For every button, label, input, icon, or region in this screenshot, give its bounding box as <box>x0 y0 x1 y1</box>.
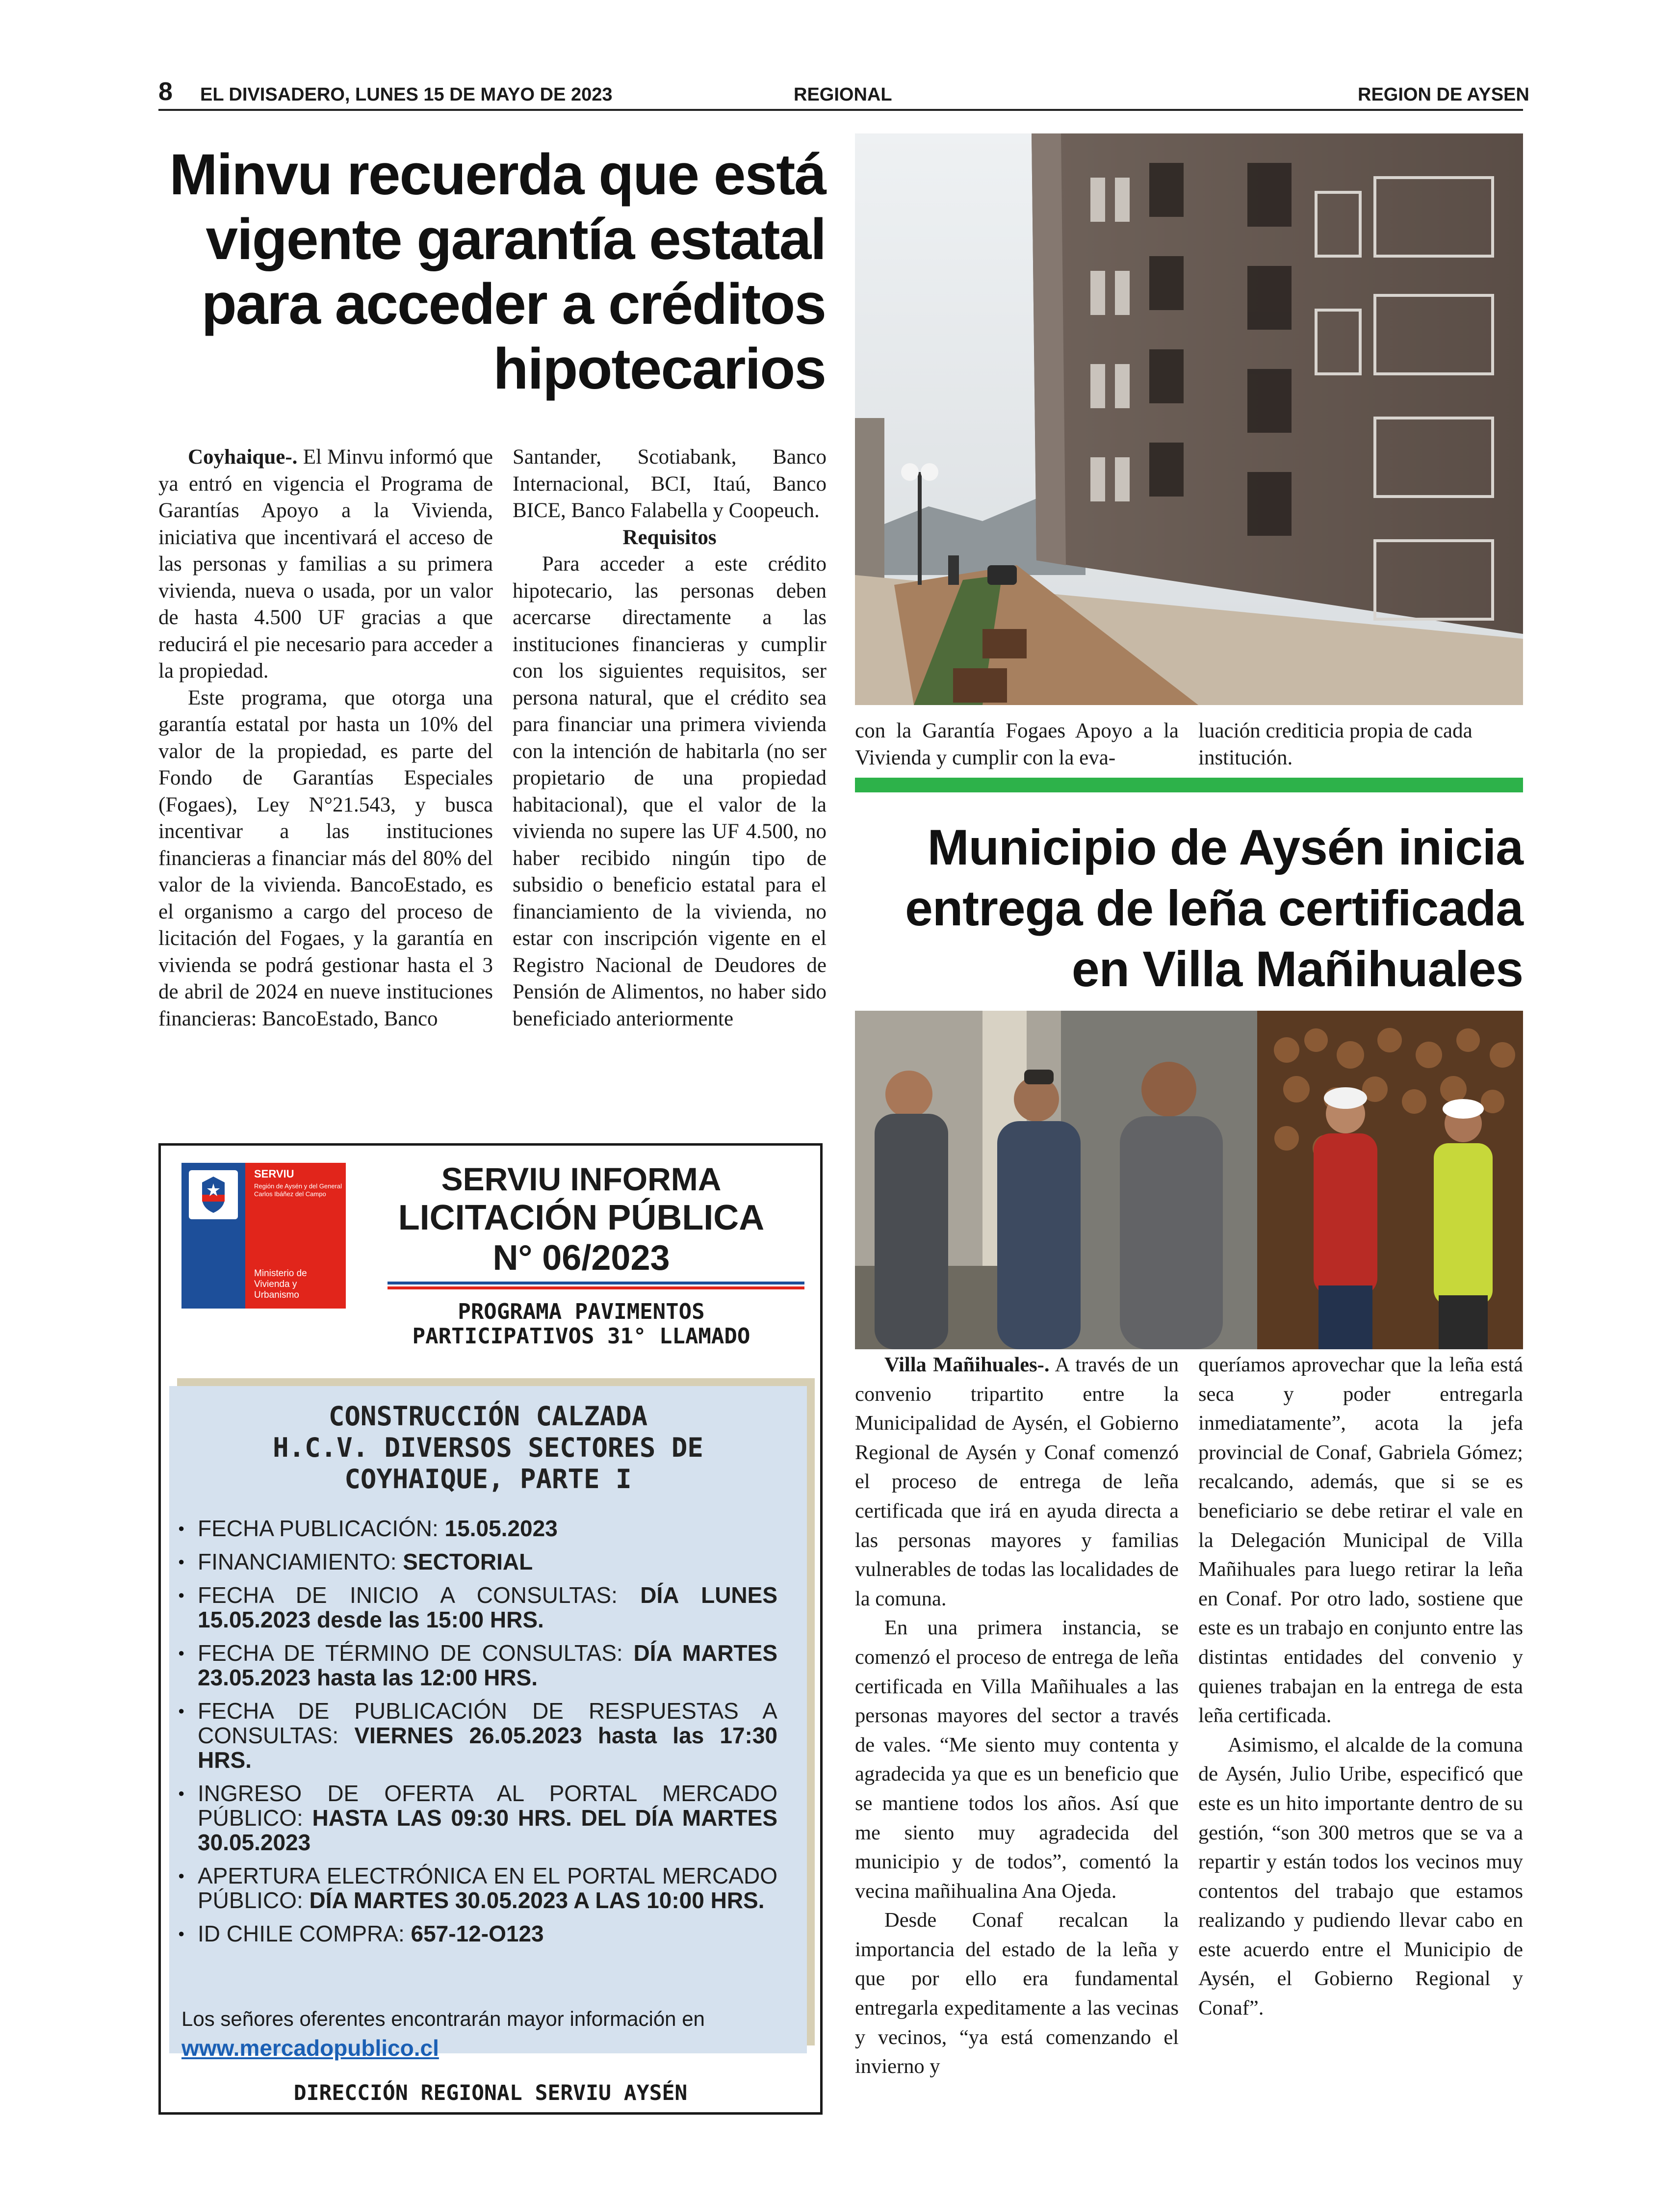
ad-project-title: CONSTRUCCIÓN CALZADA H.C.V. DIVERSOS SECTORES DE COYHAIQUE, PARTE I <box>273 1401 703 1494</box>
ad-detail-item: ● ID CHILE COMPRA: 657-12-O123 <box>178 1921 544 1946</box>
ad-details-list <box>169 1516 777 1955</box>
article2-column-2: queríamos aprovechar que la leña está seca y poder entregarla inmediatamente”, acota la jefa provincial de Conaf, Gabriela Gómez; recalcando, además, que si se es beneficiario se debe retirar el vale en la Delegación Municipal de Villa Mañihuales para luego retirar la leña en Conaf. Por otro lado, sostiene que este es un trabajo en conjunto entre las distintas entidades del convenio y quienes trabajan en la entrega de esta leña certificada. Asimismo, el alcalde de la comuna de Aysén, Julio Uribe, especificó que este es un hito importante dentro de su gestión, “son 300 metros que se va a repartir y están todos los vecinos muy contentos del trabajo que estamos realizando y pudiendo llevar cabo en este acuerdo entre el Municipio de Aysén, el Gobierno Regional y Conaf”. <box>1198 1350 1523 2023</box>
serviu-logo-title: SERVIU <box>254 1168 294 1180</box>
header-rule <box>158 109 1523 111</box>
article2-lead: Villa Mañihuales-. <box>884 1353 1050 1376</box>
firewood-delivery-photo <box>855 1011 1523 1349</box>
ad-info-text: Los señores oferentes encontrarán mayor información en <box>181 2007 705 2030</box>
article1-column-3-end: con la Garantía Fogaes Apoyo a la Vivienda y cumplir con la eva- <box>855 719 1179 769</box>
article2-paragraph: En una primera instancia, se comenzó el proceso de entrega de leña certificada en Villa Mañihuales a las personas mayores del sector a través de vales. “Me siento muy contenta y agradecida ya que es un beneficio que se mantiene todos los años. Así que me siento muy agradecida del municipio y de todos”, comentó la vecina mañihualina Ana Ojeda. <box>855 1616 1179 1903</box>
green-accent-bar <box>855 778 1523 792</box>
article1-column-1: Coyhaique-. El Minvu informó que ya entró en vigencia el Programa de Garantías Apoyo a la Vivienda, iniciativa que incentivará el acceso de las personas y familias a su primera vivienda, nueva o usada, por un valor de hasta 4.500 UF gracias a que reducirá el pie necesario para acceder a la propiedad. Este programa, que otorga una garantía estatal por hasta un 10% del valor de la propiedad, es parte del Fondo de Garantías Especiales (Fogaes), Ley N°21.543, y busca incentivar a las instituciones financieras a financiar más del 80% del valor de la vivienda. BancoEstado, es el organismo a cargo del proceso de licitación del Fogaes, y la garantía en vivienda se podrá gestionar hasta el 3 de abril de 2024 en nueve instituciones financieras: BancoEstado, Banco <box>158 444 493 1032</box>
ad-detail-item: ● FINANCIAMIENTO: SECTORIAL <box>178 1549 533 1574</box>
ad-detail-item: ● FECHA PUBLICACIÓN: 15.05.2023 <box>178 1516 558 1541</box>
ad-divider <box>388 1282 804 1284</box>
ad-detail-item: ● FECHA DE PUBLICACIÓN DE RESPUESTAS A CONSULTAS: VIERNES 26.05.2023 hasta las 17:30 HRS. <box>178 1698 777 1773</box>
article2-paragraph: Asimismo, el alcalde de la comuna de Aysén, Julio Uribe, especificó que este es un hito importante dentro de su gestión, “son 300 metros que se va a repartir y están todos los vecinos muy contentos del trabajo que estamos realizando y pudiendo llevar cabo en este acuerdo entre el Municipio de Aysén, el Gobierno Regional y Conaf”. <box>1198 1733 1523 2020</box>
section-label: REGIONAL <box>794 84 892 105</box>
article1-column-2: Santander, Scotiabank, Banco Internacional, BCI, Itaú, Banco BICE, Banco Falabella y Coopeuch. Requisitos Para acceder a este crédito hipotecario, las personas deben acercarse directamente a las instituciones financieras y cumplir con los siguientes requisitos, ser persona natural, que el crédito sea para financiar una primera vivienda con la intención de habitarla (no ser propietario de una propiedad habitacional), que el valor de la vivienda no supere las UF 4.500, no haber recibido ningún tipo de subsidio o beneficio estatal para el financiamiento de la vivienda, no estar con inscripción vigente en el Registro Nacional de Deudores de Pensión de Alimentos, no haber sido beneficiado anteriormente <box>513 444 827 1032</box>
article1-paragraph: Para acceder a este crédito hipotecario, las personas deben acercarse directamente a las instituciones financieras y cumplir con los siguientes requisitos, ser persona natural, que el crédito sea para financiar una primera vivienda con la intención de habitarla (no ser propietario de una propiedad habitacional), que el valor de la vivienda no supere las UF 4.500, no haber recibido ningún tipo de subsidio o beneficio estatal para el financiamiento de la vivienda, no estar con inscripción vigente en el Registro Nacional de Deudores de Pensión de Alimentos, no haber sido beneficiado anteriormente <box>513 552 827 1030</box>
ad-info-link[interactable]: www.mercadopublico.cl <box>181 2035 439 2061</box>
ad-program-line2: PARTICIPATIVOS 31° LLAMADO <box>412 1324 750 1349</box>
serviu-logo <box>181 1163 346 1309</box>
ad-detail-item: ● FECHA DE INICIO A CONSULTAS: DÍA LUNES 15.05.2023 desde las 15:00 HRS. <box>178 1582 778 1632</box>
serviu-logo-region: Región de Aysén y del General Carlos Ibáñez del Campo <box>254 1182 342 1198</box>
chile-coat-of-arms-icon <box>186 1168 240 1222</box>
ad-detail-item: ● INGRESO DE OFERTA AL PORTAL MERCADO PÚBLICO: HASTA LAS 09:30 HRS. DEL DÍA MARTES 30.05.2023 <box>178 1781 777 1855</box>
ad-title-serviu-informa: SERVIU INFORMA <box>441 1161 722 1197</box>
article1-lead: Coyhaique-. <box>188 446 298 469</box>
page-number: 8 <box>158 78 173 106</box>
article2-column-1: Villa Mañihuales-. A través de un convenio tripartito entre la Municipalidad de Aysén, el Gobierno Regional de Aysén y Conaf comenzó el proceso de entrega de leña certificada que irá en ayuda directa a las personas mayores y familias vulnerables de todas las localidades de la comuna. En una primera instancia, se comenzó el proceso de entrega de leña certificada en Villa Mañihuales a las personas mayores del sector a través de vales. “Me siento muy contenta y agradecida ya que es un beneficio que se mantiene todos los años. Así que me siento muy agradecida del municipio y de todos”, comentó la vecina mañihualina Ana Ojeda. Desde Conaf recalcan la importancia del estado de la leña y que por ello era fundamental entregarla expeditamente a las vecinas y vecinos, “ya está comenzando el invierno y <box>855 1350 1179 2081</box>
article1-headline: Minvu recuerda que está vigente garantía estatal para acceder a créditos hipotecarios <box>169 142 826 401</box>
article1-subhead: Requisitos <box>622 525 717 549</box>
apartment-buildings-photo <box>855 133 1523 705</box>
article2-paragraph: Desde Conaf recalcan la importancia del estado de la leña y que por ello era fundamental entregarla expeditamente a las vecinas y vecinos, “ya está comenzando el invierno y <box>855 1909 1179 2078</box>
publication-date-line: EL DIVISADERO, LUNES 15 DE MAYO DE 2023 <box>200 84 613 105</box>
ad-detail-item: ● APERTURA ELECTRÓNICA EN EL PORTAL MERCADO PÚBLICO: DÍA MARTES 30.05.2023 A LAS 10:00 HRS. <box>178 1863 777 1913</box>
ad-detail-item: ● FECHA DE TÉRMINO DE CONSULTAS: DÍA MARTES 23.05.2023 hasta las 12:00 HRS. <box>178 1640 778 1690</box>
article1-paragraph: Este programa, que otorga una garantía estatal por hasta un 10% del valor de la propiedad, es parte del Fondo de Garantías Especiales (Fogaes), Ley N°21.543, y busca incentivar a las instituciones financieras a financiar más del 80% del valor de la vivienda. BancoEstado, es el organismo a cargo del proceso de licitación del Fogaes, y la garantía en vivienda se podrá gestionar hasta el 3 de abril de 2024 en nueve instituciones financieras: BancoEstado, Banco <box>158 686 493 1030</box>
article2-headline: Municipio de Aysén inicia entrega de leña certificada en Villa Mañihuales <box>905 819 1523 997</box>
ad-program-line1: PROGRAMA PAVIMENTOS <box>458 1299 705 1324</box>
article1-column-4-end: luación crediticia propia de cada institución. <box>1198 719 1473 769</box>
ad-title-number: N° 06/2023 <box>492 1238 670 1278</box>
ad-footer: DIRECCIÓN REGIONAL SERVIU AYSÉN <box>293 2081 688 2105</box>
serviu-logo-ministry: Ministerio de Vivienda y Urbanismo <box>254 1268 307 1300</box>
ad-title-licitacion: LICITACIÓN PÚBLICA <box>398 1198 765 1237</box>
region-label: REGION DE AYSEN <box>1358 84 1529 105</box>
ad-divider <box>388 1286 804 1289</box>
